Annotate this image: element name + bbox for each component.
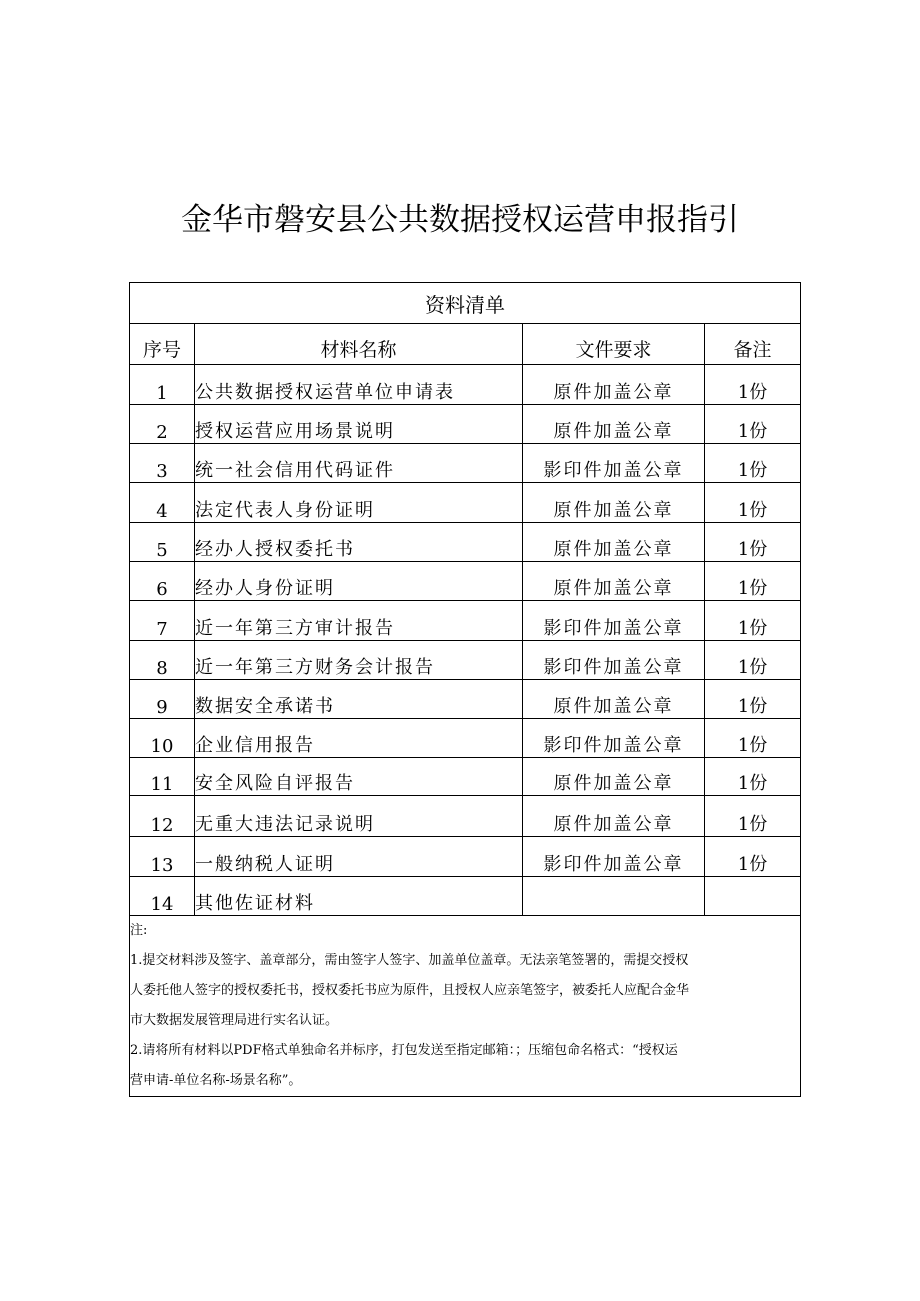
cell-no: 8 xyxy=(130,641,195,680)
cell-name: 无重大违法记录说明 xyxy=(195,796,523,837)
table-row xyxy=(130,680,801,719)
header-note: 备注 xyxy=(705,324,801,365)
cell-no: 3 xyxy=(130,444,195,483)
table-row xyxy=(130,483,801,523)
table-row xyxy=(130,444,801,483)
cell-note: 1份 xyxy=(705,837,801,877)
cell-requirement: 原件加盖公章 xyxy=(523,562,705,601)
cell-no: 7 xyxy=(130,601,195,641)
cell-no: 14 xyxy=(130,877,195,916)
cell-note: 1份 xyxy=(705,758,801,796)
cell-name: 公共数据授权运营单位申请表 xyxy=(195,365,523,405)
cell-no: 1 xyxy=(130,365,195,405)
header-no: 序号 xyxy=(130,324,195,365)
cell-no: 2 xyxy=(130,405,195,444)
cell-note: 1份 xyxy=(705,719,801,758)
cell-note: 1份 xyxy=(705,523,801,562)
table-body xyxy=(130,365,801,916)
cell-requirement: 原件加盖公章 xyxy=(523,758,705,796)
materials-table xyxy=(129,282,801,1097)
cell-requirement: 原件加盖公章 xyxy=(523,405,705,444)
cell-note: 1份 xyxy=(705,796,801,837)
table-row xyxy=(130,365,801,405)
header-req: 文件要求 xyxy=(523,324,705,365)
cell-name: 其他佐证材料 xyxy=(195,877,523,916)
cell-no: 13 xyxy=(130,837,195,877)
table-header-row xyxy=(130,324,801,365)
cell-name: 安全风险自评报告 xyxy=(195,758,523,796)
cell-requirement: 影印件加盖公章 xyxy=(523,444,705,483)
cell-name: 数据安全承诺书 xyxy=(195,680,523,719)
table-row xyxy=(130,562,801,601)
notes-label: 注: xyxy=(130,923,148,938)
table-row xyxy=(130,719,801,758)
cell-note: 1份 xyxy=(705,601,801,641)
table-row xyxy=(130,641,801,680)
cell-note: 1份 xyxy=(705,483,801,523)
table-row xyxy=(130,523,801,562)
cell-no: 5 xyxy=(130,523,195,562)
note-item-1-line-3: 市大数据发展管理局进行实名认证。 xyxy=(130,1013,339,1028)
cell-note: 1份 xyxy=(705,680,801,719)
cell-name: 近一年第三方审计报告 xyxy=(195,601,523,641)
cell-requirement: 影印件加盖公章 xyxy=(523,641,705,680)
cell-note: 1份 xyxy=(705,562,801,601)
cell-note: 1份 xyxy=(705,444,801,483)
notes-block xyxy=(130,916,801,1097)
cell-note: 1份 xyxy=(705,641,801,680)
cell-no: 10 xyxy=(130,719,195,758)
page-title: 金华市磐安县公共数据授权运营申报指引 xyxy=(181,202,739,238)
cell-requirement: 原件加盖公章 xyxy=(523,680,705,719)
cell-name: 法定代表人身份证明 xyxy=(195,483,523,523)
cell-note xyxy=(705,877,801,916)
cell-name: 经办人身份证明 xyxy=(195,562,523,601)
cell-requirement: 影印件加盖公章 xyxy=(523,837,705,877)
table-row xyxy=(130,758,801,796)
cell-name: 近一年第三方财务会计报告 xyxy=(195,641,523,680)
note-item-2-line-2: 营申请-单位名称-场景名称”。 xyxy=(130,1073,302,1088)
cell-name: 一般纳税人证明 xyxy=(195,837,523,877)
cell-requirement: 原件加盖公章 xyxy=(523,483,705,523)
cell-name: 经办人授权委托书 xyxy=(195,523,523,562)
cell-no: 12 xyxy=(130,796,195,837)
table-row xyxy=(130,405,801,444)
note-item-2-line-1: 2.请将所有材料以PDF格式单独命名并标序，打包发送至指定邮箱：；压缩包命名格式：“授权运 xyxy=(130,1043,678,1058)
cell-name: 统一社会信用代码证件 xyxy=(195,444,523,483)
header-name: 材料名称 xyxy=(195,324,523,365)
cell-no: 6 xyxy=(130,562,195,601)
cell-no: 11 xyxy=(130,758,195,796)
table-row xyxy=(130,796,801,837)
cell-requirement: 原件加盖公章 xyxy=(523,365,705,405)
table-row xyxy=(130,877,801,916)
cell-requirement: 原件加盖公章 xyxy=(523,796,705,837)
note-item-1-line-2: 人委托他人签字的授权委托书，授权委托书应为原件，且授权人应亲笔签字，被委托人应配合金华 xyxy=(130,983,690,998)
cell-name: 授权运营应用场景说明 xyxy=(195,405,523,444)
cell-no: 4 xyxy=(130,483,195,523)
cell-note: 1份 xyxy=(705,365,801,405)
cell-requirement xyxy=(523,877,705,916)
table-row xyxy=(130,601,801,641)
note-item-1-line-1: 1.提交材料涉及签字、盖章部分，需由签字人签字、加盖单位盖章。无法亲笔签署的，需提交授权 xyxy=(130,953,689,968)
cell-name: 企业信用报告 xyxy=(195,719,523,758)
cell-no: 9 xyxy=(130,680,195,719)
cell-requirement: 影印件加盖公章 xyxy=(523,601,705,641)
cell-requirement: 影印件加盖公章 xyxy=(523,719,705,758)
cell-requirement: 原件加盖公章 xyxy=(523,523,705,562)
cell-note: 1份 xyxy=(705,405,801,444)
table-row xyxy=(130,837,801,877)
sheet-title: 资料清单 xyxy=(130,283,801,324)
